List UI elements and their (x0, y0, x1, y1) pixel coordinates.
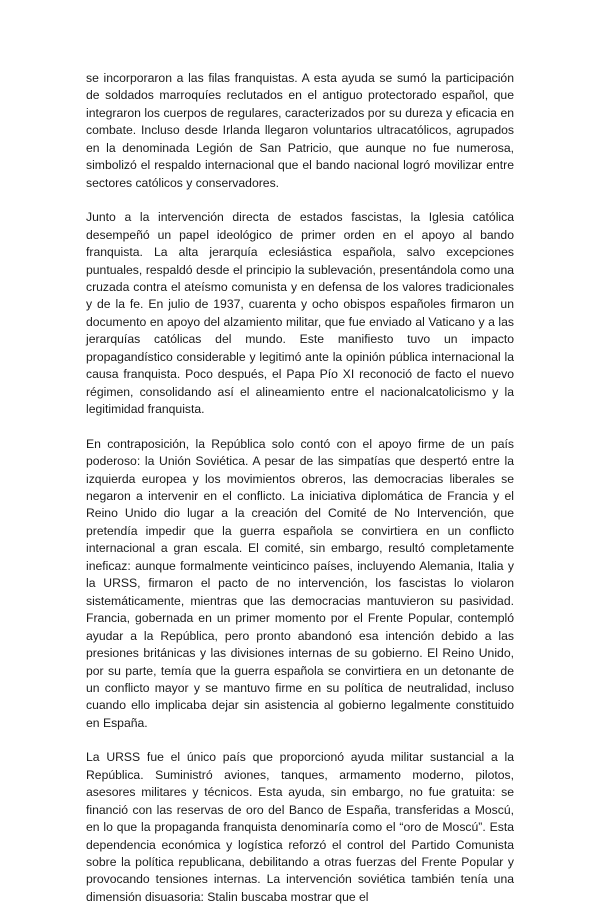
document-page (86, 70, 514, 923)
paragraph-1: se incorporaron a las filas franquistas. A esta ayuda se sumó la participación de soldados marroquíes reclutados en el antiguo protectorado español, que integraron los cuerpos de regulares, caracterizados por su dureza y eficacia en combate. Incluso desde Irlanda llegaron voluntarios ultracatólicos, agrupados en la denominada Legión de San Patricio, que aunque no fue numerosa, simbolizó el respaldo internacional que el bando nacional logró movilizar entre sectores católicos y conservadores. (86, 71, 514, 190)
paragraph-4: La URSS fue el único país que proporcionó ayuda militar sustancial a la República. Suministró aviones, tanques, armamento moderno, pilotos, asesores militares y técnicos. Esta ayuda, sin embargo, no fue gratuita: se financió con las reservas de oro del Banco de España, transferidas a Moscú, en lo que la propaganda franquista denominaría como el “oro de Moscú”. Esta dependencia económica y logística reforzó el control del Partido Comunista sobre la política republicana, debilitando a otras fuerzas del Frente Popular y provocando tensiones internas. La intervención soviética también tenía una dimensión disuasoria: Stalin buscaba mostrar que el (86, 750, 514, 904)
paragraph-2: Junto a la intervención directa de estados fascistas, la Iglesia católica desempeñó un papel ideológico de primer orden en el apoyo al bando franquista. La alta jerarquía eclesiástica española, salvo excepciones puntuales, respaldó desde el principio la sublevación, presentándola como una cruzada contra el ateísmo comunista y en defensa de los valores tradicionales y de la fe. En julio de 1937, cuarenta y ocho obispos españoles firmaron un documento en apoyo del alzamiento militar, que fue enviado al Vaticano y a las jerarquías católicas del mundo. Este manifiesto tuvo un impacto propagandístico considerable y legitimó ante la opinión pública internacional la causa franquista. Poco después, el Papa Pío XI reconoció de facto el nuevo régimen, consolidando así el alineamiento entre el nacionalcatolicismo y la legitimidad franquista. (86, 210, 514, 417)
paragraph-3: En contraposición, la República solo contó con el apoyo firme de un país poderoso: la Unión Soviética. A pesar de las simpatías que despertó entre la izquierda europea y los movimientos obreros, las democracias liberales se negaron a intervenir en el conflicto. La iniciativa diplomática de Francia y el Reino Unido dio lugar a la creación del Comité de No Intervención, que pretendía impedir que la guerra española se convirtiera en un conflicto internacional a gran escala. El comité, sin embargo, resultó completamente ineficaz: aunque formalmente veinticinco países, incluyendo Alemania, Italia y la URSS, firmaron el pacto de no intervención, los fascistas lo violaron sistemáticamente, mientras que las democracias mantuvieron su pasividad. Francia, gobernada en un primer momento por el Frente Popular, contempló ayudar a la República, pero pronto abandonó esa intención debido a las presiones británicas y las divisiones internas de su gobierno. El Reino Unido, por su parte, temía que la guerra española se convirtiera en un detonante de un conflicto mayor y se mantuvo firme en su política de neutralidad, incluso cuando ello implicaba dejar sin asistencia al gobierno legalmente constituido en España. (86, 436, 514, 730)
